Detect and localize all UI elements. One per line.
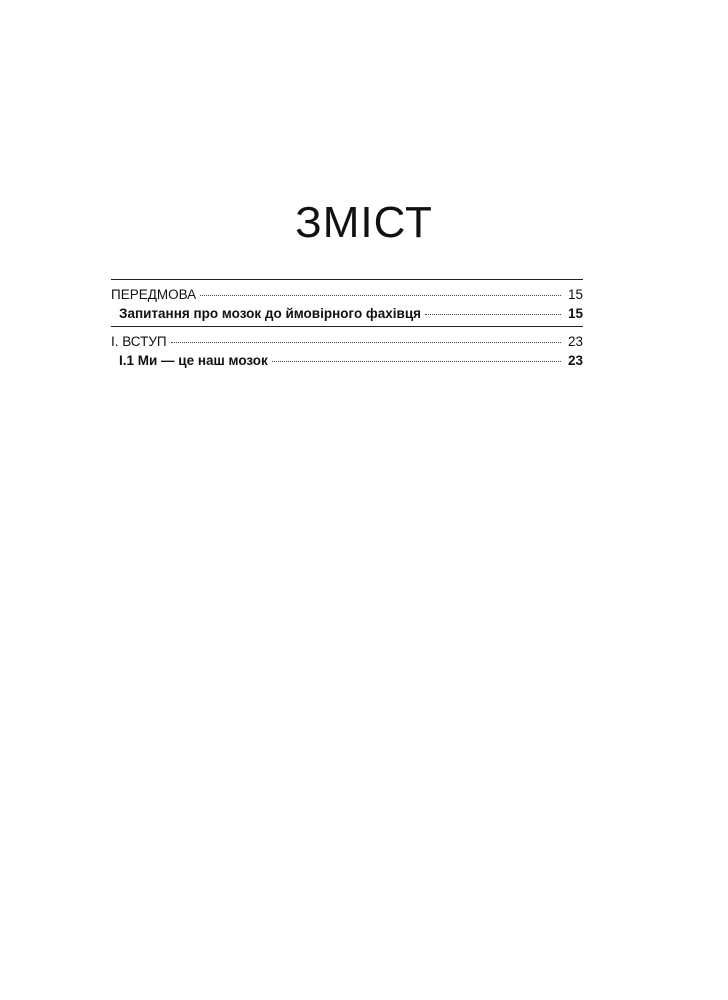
page-number: 15 <box>567 287 583 302</box>
toc-entry-label: I. ВСТУП <box>111 334 167 349</box>
table-of-contents <box>111 279 583 373</box>
toc-section <box>111 326 583 373</box>
toc-entry-label: I.1 Ми — це наш мозок <box>119 353 268 368</box>
page-title: ЗМІСТ <box>295 198 433 247</box>
dot-leader <box>171 342 561 343</box>
toc-entry-label: Запитання про мозок до ймовірного фахівця <box>119 306 421 321</box>
dot-leader <box>200 295 561 296</box>
toc-entry-label: ПЕРЕДМОВА <box>111 287 197 302</box>
toc-entry[interactable] <box>111 332 583 351</box>
toc-entry[interactable] <box>111 304 583 323</box>
toc-entry[interactable] <box>111 351 583 370</box>
page-number: 23 <box>567 334 583 349</box>
toc-entry[interactable] <box>111 285 583 304</box>
dot-leader <box>272 361 561 362</box>
dot-leader <box>425 314 561 315</box>
page-number: 23 <box>567 353 583 368</box>
toc-section <box>111 279 583 326</box>
page-number: 15 <box>567 306 583 321</box>
